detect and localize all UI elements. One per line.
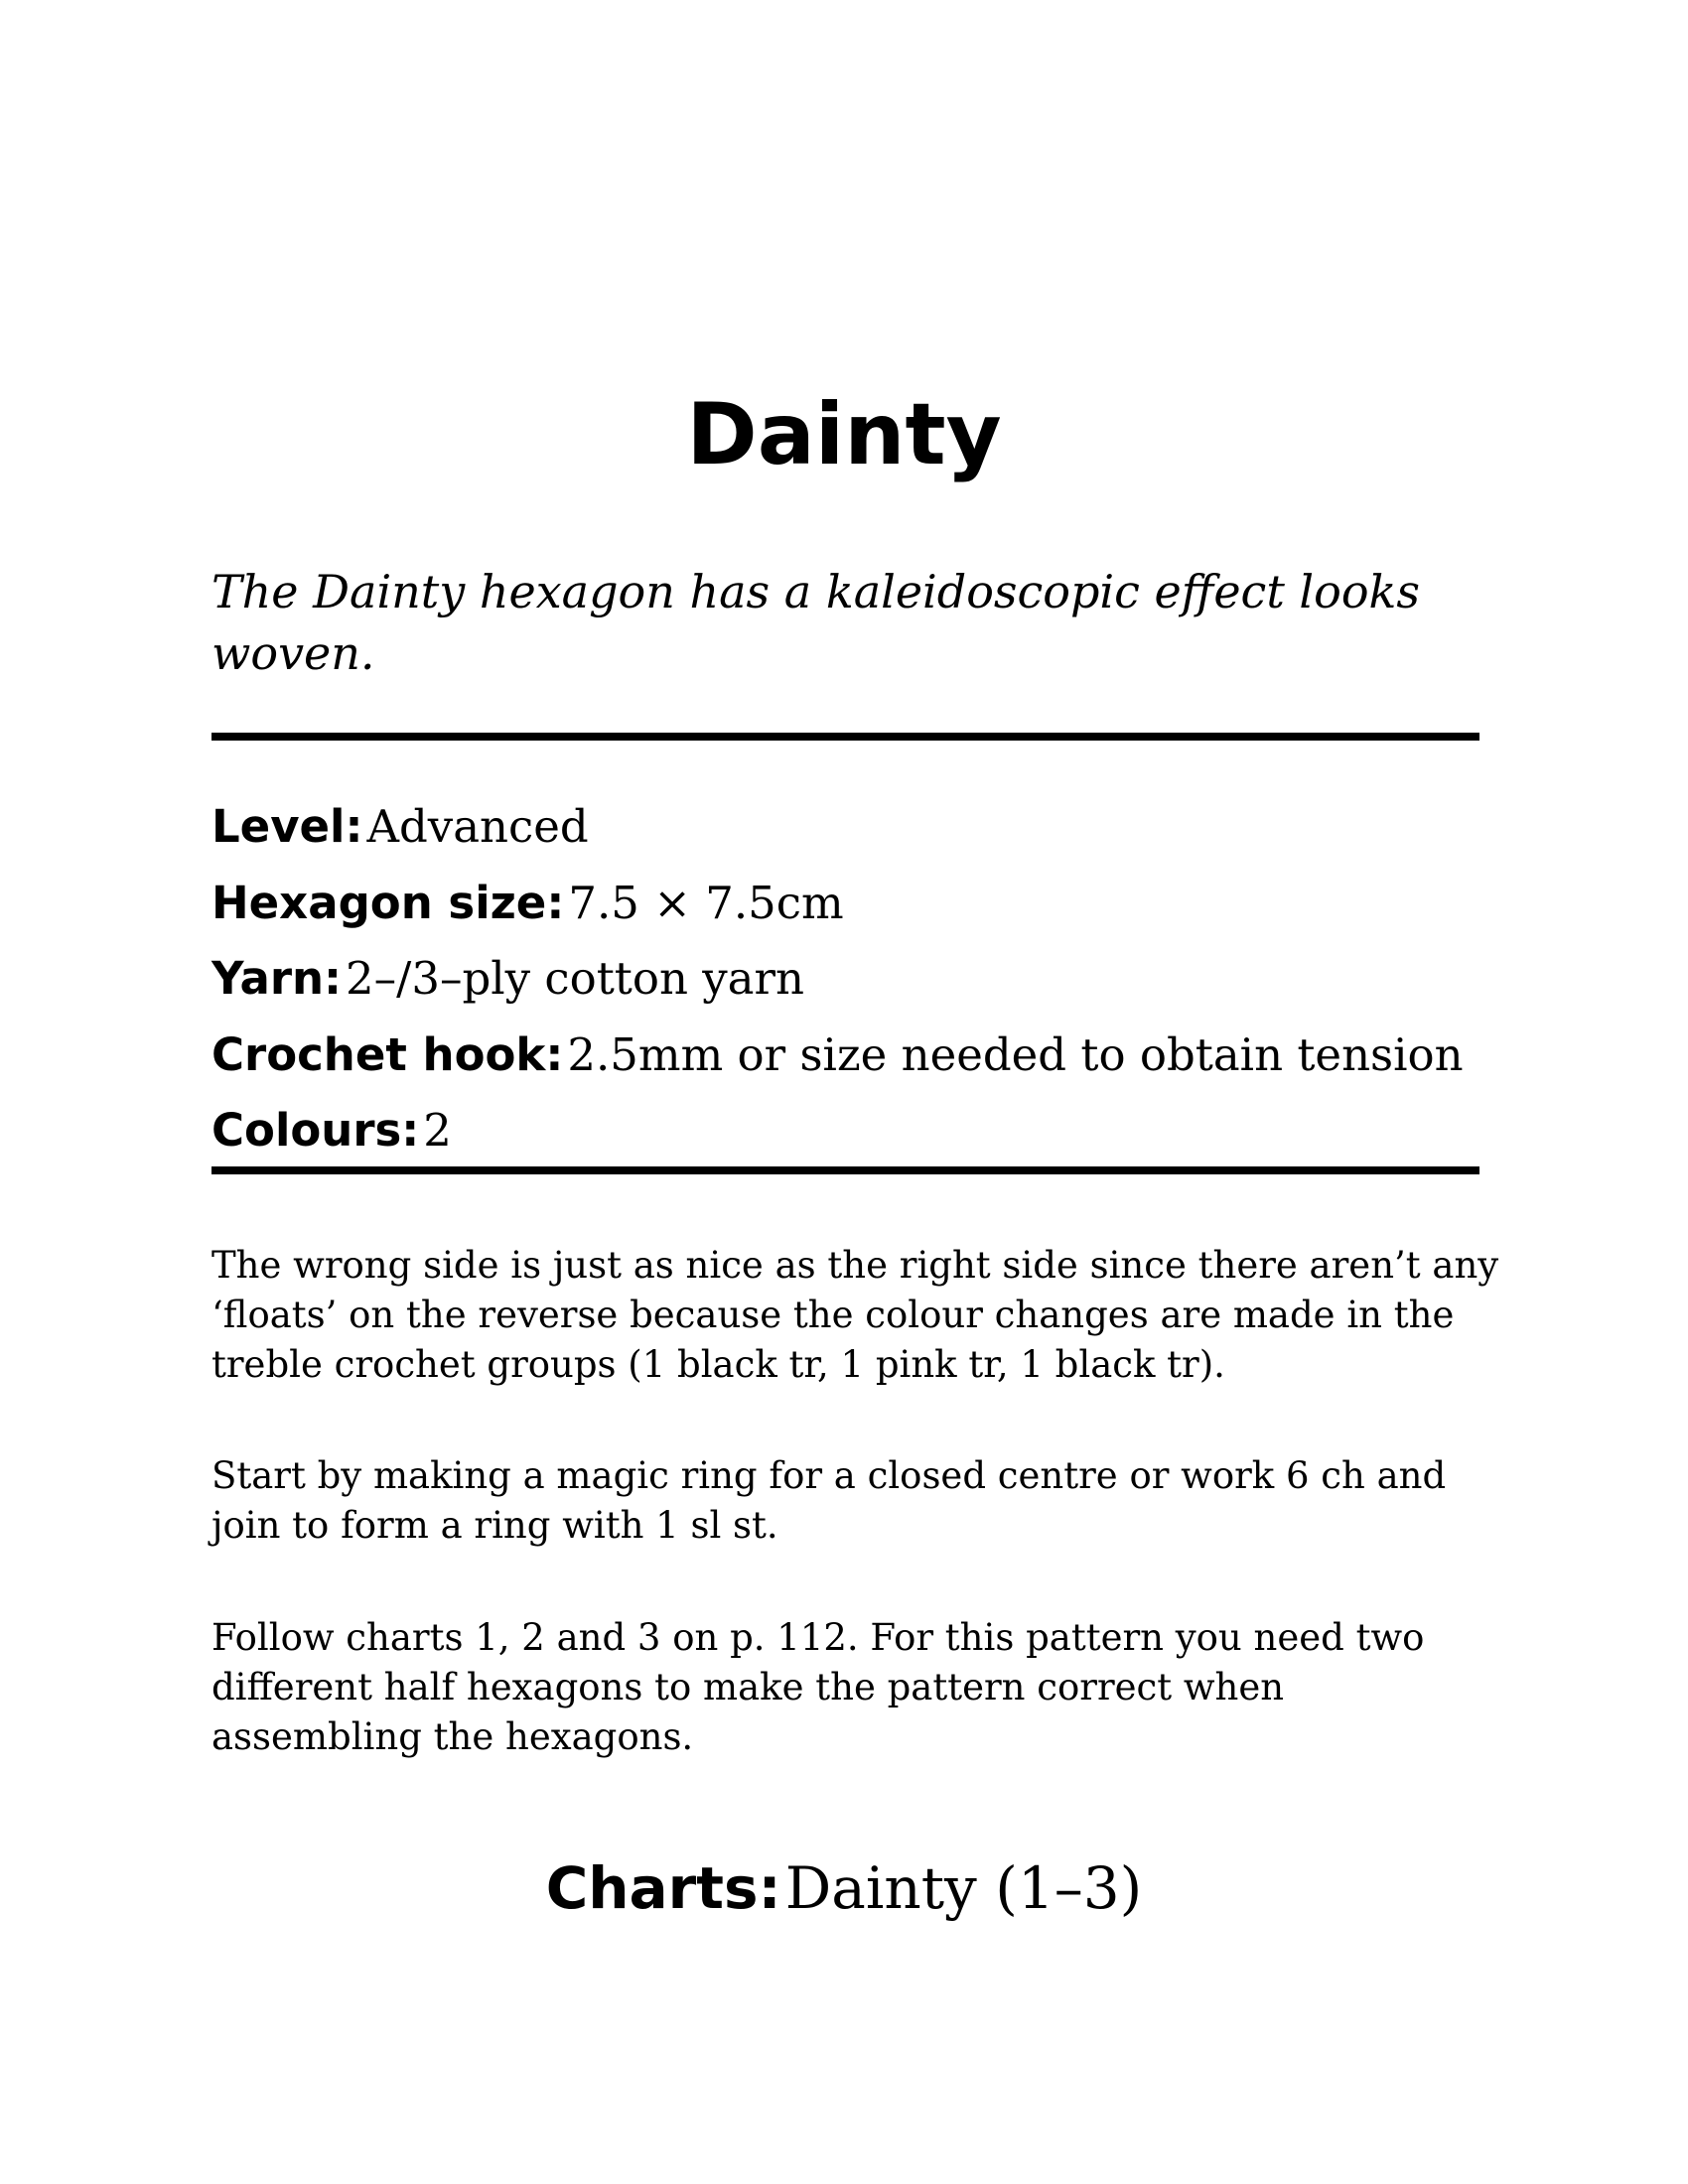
spec-value: Advanced <box>366 800 589 853</box>
spec-crochet-hook <box>211 1018 1482 1094</box>
spec-value: 2–/3–ply cotton yarn <box>346 952 804 1005</box>
intro-text <box>211 561 1482 684</box>
paragraph-line: Start by making a magic ring for a closed centre or work 6 ch and <box>211 1454 1447 1497</box>
charts-heading <box>0 1854 1688 1922</box>
spec-yarn <box>211 941 1482 1018</box>
intro-line: woven. <box>211 626 375 680</box>
spec-level <box>211 789 1482 866</box>
divider-top <box>211 733 1479 741</box>
charts-value: Dainty (1–3) <box>784 1854 1143 1922</box>
spec-label: Crochet hook: <box>211 1027 564 1081</box>
paragraph-line: assembling the hexagons. <box>211 1715 694 1758</box>
paragraph-follow-charts <box>211 1613 1502 1762</box>
pattern-specs <box>211 789 1482 1169</box>
spec-value: 7.5 × 7.5cm <box>568 876 844 929</box>
spec-colours <box>211 1093 1482 1169</box>
spec-value: 2 <box>423 1104 452 1157</box>
divider-bottom <box>211 1166 1479 1174</box>
paragraph-start <box>211 1451 1502 1551</box>
paragraph-line: ‘floats’ on the reverse because the colour changes are made in the <box>211 1294 1455 1336</box>
paragraph-line: treble crochet groups (1 black tr, 1 pink tr, 1 black tr). <box>211 1343 1225 1386</box>
paragraph-line: The wrong side is just as nice as the right side since there aren’t any <box>211 1244 1499 1287</box>
spec-label: Hexagon size: <box>211 876 565 929</box>
charts-label: Charts: <box>545 1854 781 1922</box>
paragraph-line: different half hexagons to make the pattern correct when <box>211 1666 1285 1708</box>
spec-value: 2.5mm or size needed to obtain tension <box>567 1027 1464 1081</box>
page-title: Dainty <box>686 385 1002 484</box>
paragraph-line: join to form a ring with 1 sl st. <box>211 1504 778 1547</box>
paragraph-line: Follow charts 1, 2 and 3 on p. 112. For this pattern you need two <box>211 1616 1425 1659</box>
intro-line: The Dainty hexagon has a kaleidoscopic effect looks <box>211 565 1421 618</box>
spec-label: Yarn: <box>211 952 343 1005</box>
paragraph-wrong-side <box>211 1241 1502 1390</box>
spec-label: Level: <box>211 800 363 853</box>
spec-label: Colours: <box>211 1104 420 1157</box>
spec-hexagon-size <box>211 866 1482 942</box>
